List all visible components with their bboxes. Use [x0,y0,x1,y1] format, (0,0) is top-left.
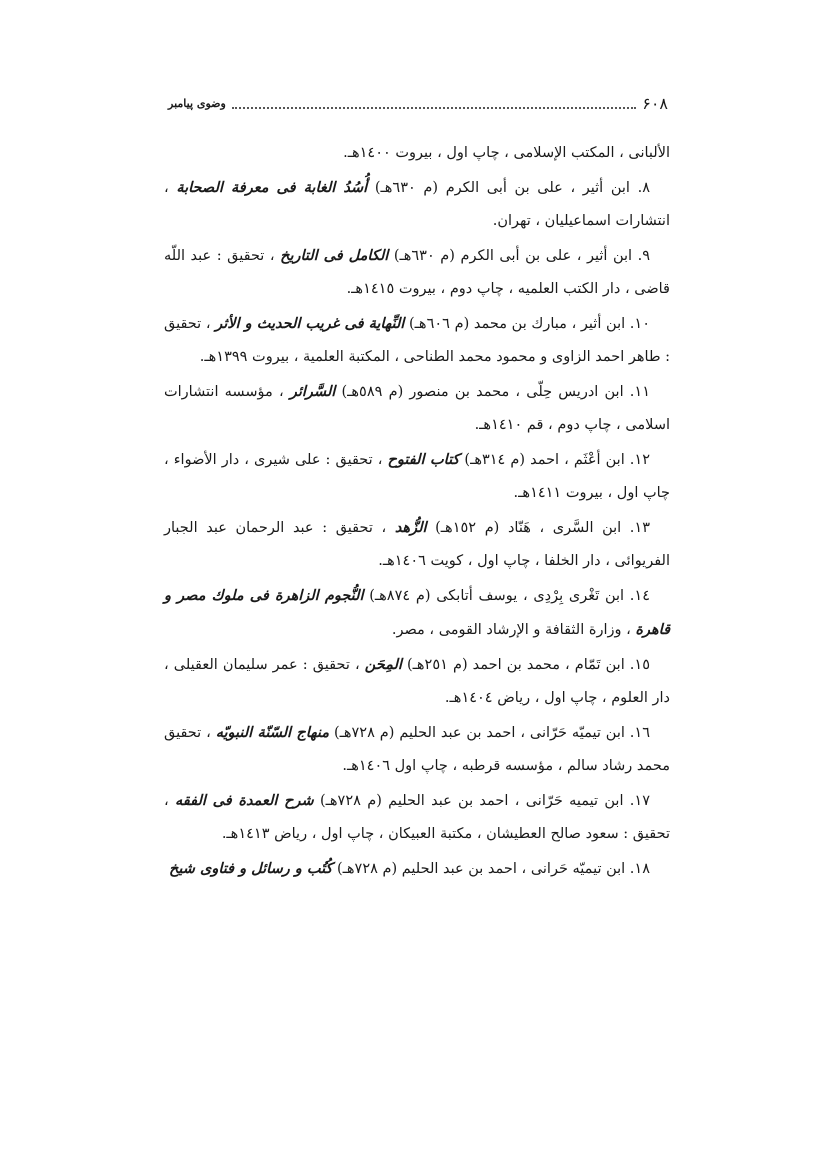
entry-title: كُتُب و رسائل و فتاوی شیخ [169,859,333,877]
bibliography-entry-10 [164,307,670,375]
carryover-entry: الألبانی ، المكتب الإسلامی ، چاپ اول ، بیروت ١٤٠٠هـ. [343,145,670,161]
entry-author: ١٢. ابن أعْثَم ، احمد (م ٣١٤هـ) [459,451,650,468]
entry-publication: ، تحقیق : سعود صالح العطیشان ، مكتبة العبیكان ، چاپ اول ، ریاض ١٤١٣هـ. [164,792,670,842]
bibliography-entry-14 [164,579,670,648]
entry-author: ٨. ابن أثیر ، علی بن أبی الكرم (م ٦٣٠هـ) [367,179,650,196]
entry-publication: ، تحقیق : علی شیری ، دار الأضواء ، چاپ اول ، بیروت ١٤١١هـ. [164,451,670,501]
entry-author: ١٨. ابن تیمیّه حَرانی ، احمد بن عبد الحلیم (م ٧٢٨هـ) [332,860,650,877]
entry-author: ١٦. ابن تیمیّه حَرّانی ، احمد بن عبد الحلیم (م ٧٢٨هـ) [329,724,650,741]
bibliography-entry-17 [164,784,670,852]
bibliography-entry-11 [164,375,670,443]
entry-title: الزُّهد [394,518,427,536]
entry-publication: ، تحقیق : عبد اللّه قاضی ، دار الكتب العلمیه ، چاپ دوم ، بیروت ١٤١٥هـ. [164,247,670,297]
entry-title: منهاج السّنّة النبویّه [215,723,330,741]
bibliography-list [164,137,670,886]
entry-title: شرح العمدة فی الفقه [175,791,314,809]
bibliography-entry-9 [164,239,670,307]
entry-title: المِحَن [364,655,402,673]
entry-title: أُسُدُ الغابة فی معرفة الصحابة [176,178,368,196]
entry-author: ١٥. ابن تَمّام ، محمد بن احمد (م ٢٥١هـ) [401,656,650,673]
entry-author: ١٣. ابن السَّری ، هَنّاد (م ١٥٢هـ) [426,519,650,536]
bibliography-entry-13 [164,511,670,579]
book-title: وضوی پیامبر [168,97,226,110]
entry-publication: ، تحقیق محمد رشاد سالم ، مؤسسه قرطبه ، چاپ اول ١٤٠٦هـ. [164,724,670,774]
entry-author: ١٠. ابن أثیر ، مبارك بن محمد (م ٦٠٦هـ) [404,315,650,332]
running-header [168,94,668,113]
bibliography-entry-8 [164,171,670,239]
entry-title: النِّهایة فی غریب الحدیث و الأثر [215,314,405,332]
bibliography-entry-16 [164,716,670,784]
entry-title: النُّجوم الزاهرة فی ملوك مصر و قاهرة [164,586,670,638]
entry-author: ١٤. ابن تَغْری بِرْدِی ، یوسف أتابكی (م ٨٧٤هـ) [363,587,650,604]
entry-author: ١٧. ابن تیمیه حَرّانی ، احمد بن عبد الحلیم (م ٧٢٨هـ) [313,792,650,809]
header-dotted-leader [232,93,636,109]
entry-title: كتاب الفتوح [387,450,460,468]
bibliography-entry-12 [164,443,670,511]
page-number: ۶۰۸ [642,94,668,113]
entry-publication: ، مؤسسه انتشارات اسلامی ، چاپ دوم ، قم ١٤١٠هـ. [164,383,670,433]
bibliography-entry-18 [164,852,670,887]
entry-publication: ، تحقیق : عبد الرحمان عبد الجبار الفریوائی ، دار الخلفا ، چاپ اول ، كویت ١٤٠٦هـ. [164,519,670,569]
entry-author: ٩. ابن أثیر ، علی بن أبی الكرم (م ٦٣٠هـ) [388,247,650,264]
bibliography-entry-15 [164,648,670,716]
entry-publication: ، تحقیق : عمر سلیمان العقیلی ، دار العلوم ، چاپ اول ، ریاض ١٤٠٤هـ. [164,656,670,706]
entry-author: ١١. ابن ادریس حِلّی ، محمد بن منصور (م ٥٨٩هـ) [335,383,650,400]
entry-publication: ، انتشارات اسماعیلیان ، تهران. [164,179,670,229]
entry-publication: ، وزارة الثقافة و الإرشاد القومی ، مصر. [391,622,636,638]
entry-title: الكامل فی التاریخ [280,246,389,264]
entry-title: السَّرائر [289,382,336,400]
entry-publication: ، تحقیق : طاهر احمد الزاوی و محمود محمد الطناحی ، المكتبة العلمیة ، بیروت ١٣٩٩هـ. [164,315,670,365]
